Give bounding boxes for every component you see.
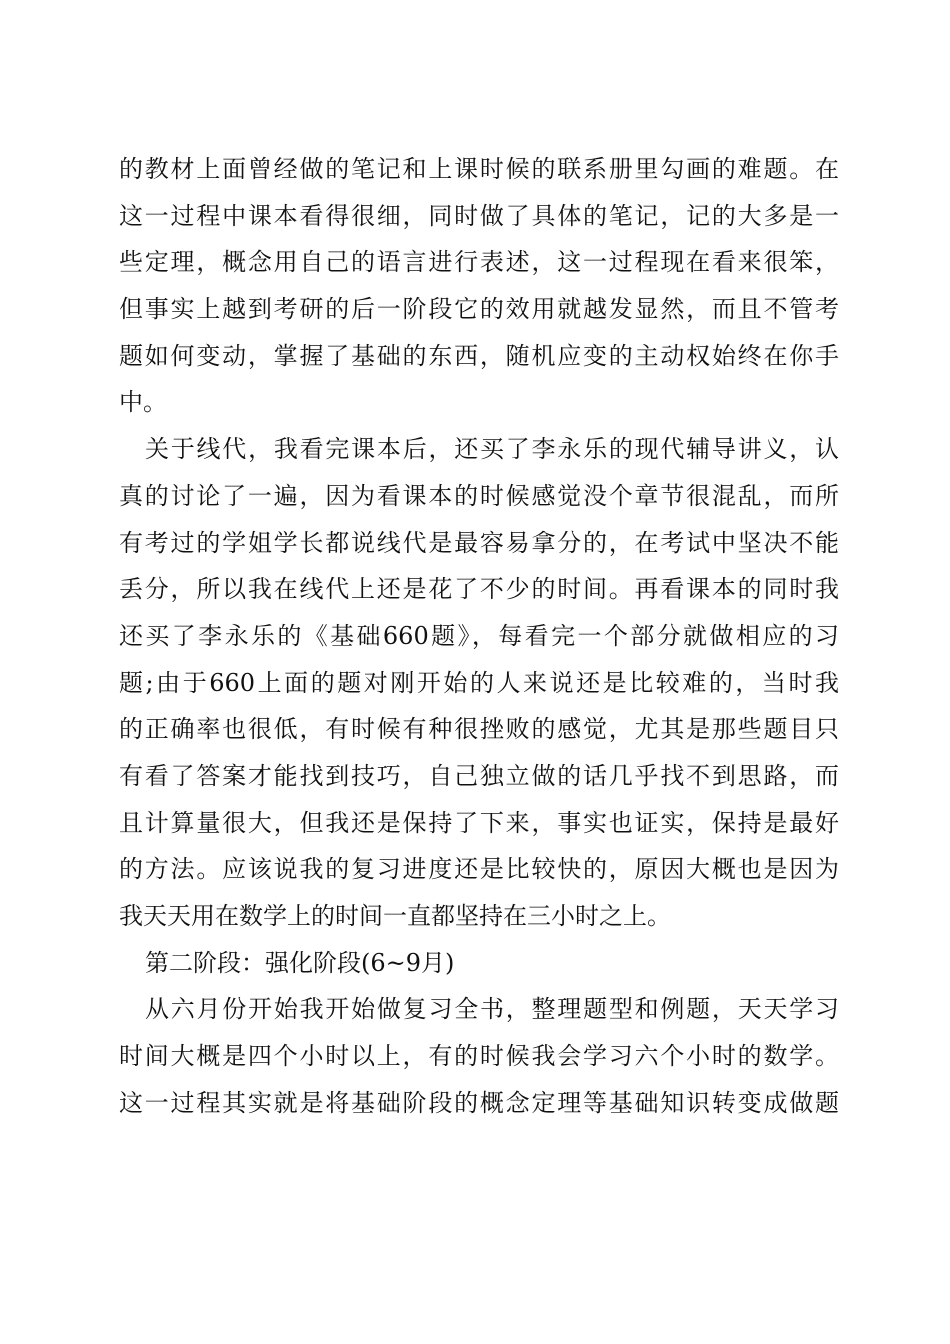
text-line: 些定理，概念用自己的语言进行表述，这一过程现在看来很笨， bbox=[119, 248, 839, 277]
text-line: 题如何变动，掌握了基础的东西，随机应变的主动权始终在你手 bbox=[119, 341, 839, 370]
text-line: 且计算量很大，但我还是保持了下来，事实也证实，保持是最好 bbox=[119, 808, 839, 837]
text-line: 中。 bbox=[119, 388, 167, 417]
body-text bbox=[119, 146, 839, 1126]
text-line: 题;由于660上面的题对刚开始的人来说还是比较难的，当时我 bbox=[119, 668, 839, 697]
text-line: 这一过程中课本看得很细，同时做了具体的笔记，记的大多是一 bbox=[119, 201, 839, 230]
text-line: 这一过程其实就是将基础阶段的概念定理等基础知识转变成做题 bbox=[119, 1088, 839, 1117]
text-line: 但事实上越到考研的后一阶段它的效用就越发显然，而且不管考 bbox=[119, 295, 839, 324]
text-line: 的教材上面曾经做的笔记和上课时候的联系册里勾画的难题。在 bbox=[119, 155, 839, 183]
paragraph-start-line: 从六月份开始我开始做复习全书，整理题型和例题，天天学习 bbox=[145, 995, 839, 1024]
text-line: 丢分，所以我在线代上还是花了不少的时间。再看课本的同时我 bbox=[119, 575, 839, 604]
text-line: 的方法。应该说我的复习进度还是比较快的，原因大概也是因为 bbox=[119, 855, 839, 884]
text-line: 有考过的学姐学长都说线代是最容易拿分的，在考试中坚决不能 bbox=[119, 528, 839, 557]
text-line: 时间大概是四个小时以上，有的时候我会学习六个小时的数学。 bbox=[119, 1042, 839, 1071]
text-line: 还买了李永乐的《基础660题》，每看完一个部分就做相应的习 bbox=[119, 621, 839, 650]
paragraph-start-line: 关于线代，我看完课本后，还买了李永乐的现代辅导讲义，认 bbox=[145, 435, 839, 464]
text-line: 真的讨论了一遍，因为看课本的时候感觉没个章节很混乱，而所 bbox=[119, 481, 839, 510]
text-line: 我天天用在数学上的时间一直都坚持在三小时之上。 bbox=[119, 902, 671, 930]
section-heading: 第二阶段：强化阶段(6~9月) bbox=[145, 948, 455, 977]
text-line: 有看了答案才能找到技巧，自己独立做的话几乎找不到思路，而 bbox=[119, 761, 839, 790]
text-line: 的正确率也很低，有时候有种很挫败的感觉，尤其是那些题目只 bbox=[119, 715, 839, 744]
